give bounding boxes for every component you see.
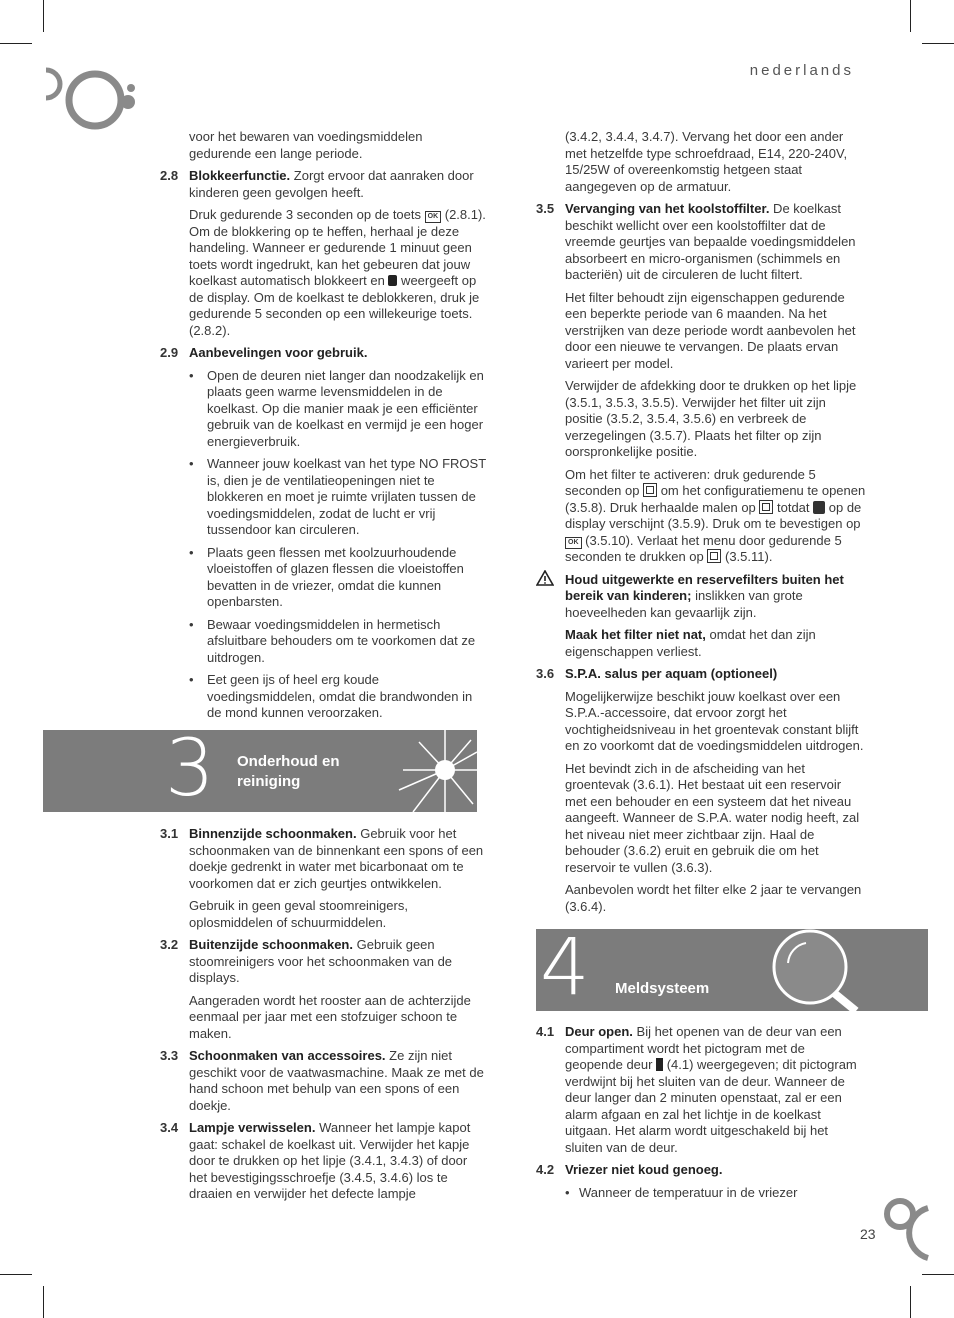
text-span: (3.5.10). Verlaat het menu door gedurende 5 seconden te drukken op — [565, 532, 842, 564]
warning-paragraph — [536, 572, 866, 622]
bullet-text: Open de deuren niet langer dan noodzakelijk en plaats geen warme levensmiddelen in de koelkast. Op die manier maak je een efficiënter gebruik van de koelkast en vermijd je een hoger energieverbruik. — [207, 367, 484, 449]
section-title: Binnenzijde schoonmaken. — [189, 826, 357, 841]
crop-mark — [910, 0, 911, 32]
text-span: Om het filter te activeren: druk gedurende 5 seconden op — [565, 466, 816, 498]
section-4-header — [536, 929, 928, 1011]
menu-key-icon — [707, 549, 721, 563]
paragraph: Verwijder de afdekking door te drukken op het lipje (3.5.1, 3.5.3, 3.5.5). Verwijder het filter uit zijn positie (3.5.2, 3.5.4, 3.5.6) en verbreek de verzegelingen (3.5.7). Plaats het filter op zijn oorspronkelijke positie. — [565, 378, 857, 459]
section-title: Buitenzijde schoonmaken. — [189, 937, 353, 952]
section-number: 3.6 — [536, 666, 555, 681]
section-number: 3.1 — [160, 826, 179, 841]
bold-text: Maak het filter niet nat, — [565, 627, 706, 642]
brand-logo-icon — [880, 1192, 940, 1264]
paragraph: Mogelijkerwijze beschikt jouw koelkast over een S.P.A.-accessoire, dat ervoor zorgt het vochtigheidsniveau in het groentevak constant blijft en zo voorkomt dat de voedingsmiddelen uitdrogen. — [565, 688, 864, 753]
continued-paragraph: (3.4.2, 3.4.4, 3.4.7). Vervang het door een ander met hetzelfde type schroefdraad, E14, 220-240V, 15/25W of overeenkomstig hetgeen staat aangegeven op de armatuur. — [565, 129, 848, 194]
section-number: 3.2 — [160, 937, 179, 952]
list-item: • Open de deuren niet langer dan noodzakelijk en plaats geen warme levensmiddelen in de koelkast. Op die manier maak je een efficiënter gebruik van de koelkast en vermijd je een hoger energieverbruik. — [160, 368, 486, 451]
section-title: Blokkeerfunctie. — [189, 168, 291, 183]
section-text: Ze zijn niet geschikt voor de vaatwasmachine. Maak ze met de hand schoon met behulp van een spons of een doekje. — [189, 1048, 484, 1113]
section-number: 3.3 — [160, 1048, 179, 1063]
section-title: Vervanging van het koolstoffilter. — [565, 201, 770, 216]
paragraph: Het bevindt zich in de afscheiding van het groentevak (3.6.1). Het bestaat uit een reservoir met een behouder en een systeem dat het niveau aangeeft. Wanneer de S.P.A. water nodig heeft, zal het niveau niet meer zichtbaar zijn. Haal de behouder (3.6.2) eruit en gebruik die om het reservoir te vullen (3.6.3). — [565, 760, 860, 875]
section-text: De koelkast beschikt wellicht over een koolstoffilter dat de vreemde geurtjes van bepaalde voedingsmiddelen absorbeert en micro-organismen (schimmels en bacteriën) uit de circuleren de lucht filtert. — [565, 201, 856, 282]
section-number: 2.8 — [160, 168, 179, 183]
right-column-bottom — [536, 1024, 866, 1207]
ok-key-icon: OK — [565, 537, 582, 549]
list-item: • Plaats geen flessen met koolzuurhoudende vloeistoffen of glazen flessen die vloeistoffen bevatten in de vriezer, omdat die kunnen openbarsten. — [160, 545, 486, 611]
section-title: Lampje verwisselen. — [189, 1120, 316, 1135]
text-span: (3.5.11). — [721, 549, 773, 564]
crop-mark — [0, 1274, 32, 1275]
section-title: Vriezer niet koud genoeg. — [565, 1162, 723, 1177]
text-span: weergeeft op de display. Om de koelkast te deblokkeren, druk je gedurende 5 seconden op een willekeurige toets. (2.8.2). — [189, 273, 480, 338]
text-span: (2.8.1). Om de blokkering op te heffen, herhaal je deze handeling. Wanneer er gedurende 1 minuut geen toets wordt ingedrukt, kan het gebeuren dat jouw koelkast automatisch blokkeert en — [189, 207, 486, 288]
list-item: • Bewaar voedingsmiddelen in hermetisch afsluitbare behouders om te voorkomen dat ze uitdrogen. — [160, 617, 486, 667]
magnifier-icon — [766, 929, 876, 1011]
paragraph — [536, 627, 866, 660]
crop-mark — [910, 1286, 911, 1318]
section-4-2 — [536, 1162, 866, 1179]
text-span: op de display verschijnt (3.5.9). Druk om te bevestigen op — [565, 499, 862, 531]
section-text: Zorgt ervoor dat aanraken door kinderen geen gevolgen heeft. — [189, 168, 474, 200]
menu-key-icon — [643, 483, 657, 497]
brand-logo-icon — [40, 64, 140, 136]
section-3-header — [43, 730, 477, 812]
paragraph: Het filter behoudt zijn eigenschappen gedurende een beperkte periode van 6 maanden. Na het verstrijken van deze periode wordt aanbevolen het door een nieuwe te vervangen. De plaats ervan varieert per model. — [565, 289, 856, 371]
crop-mark — [922, 43, 954, 44]
crop-mark — [43, 1286, 44, 1318]
intro-paragraph: voor het bewaren van voedingsmiddelen gedurende een lange periode. — [189, 129, 423, 161]
section-number: 3.5 — [536, 201, 555, 216]
section-number-large: 3 — [165, 730, 215, 812]
warning-triangle-icon — [536, 570, 554, 586]
section-3-1 — [160, 826, 486, 892]
bullet-text: Plaats geen flessen met koolzuurhoudende vloeistoffen of glazen flessen die vloeistoffen bevatten in de vriezer, omdat die kunnen openbarsten. — [207, 544, 464, 609]
text-span: Druk gedurende 3 seconden op de toets — [189, 207, 425, 222]
section-title: Deur open. — [565, 1024, 633, 1039]
section-number: 4.1 — [536, 1024, 555, 1039]
text-span: totdat — [773, 499, 814, 515]
paragraph: Gebruik in geen geval stoomreinigers, oplosmiddelen of schuurmiddelen. — [189, 898, 408, 930]
section-text: (4.1) weergegeven; dit pictogram verdwijnt bij het sluiten van de deur. Wanneer de deur langer dan 2 minuten openstaat, zal er een alarm afgaan en zal het lichtje in de koelkast uitgaan. Het alarm wordt uitgeschakeld bij het sluiten van de deur. — [565, 1057, 857, 1155]
page-number: 23 — [860, 1226, 876, 1242]
section-number: 4.2 — [536, 1162, 555, 1177]
lock-paragraph — [160, 207, 486, 339]
section-number-large: 4 — [540, 929, 590, 1011]
left-column-bottom — [160, 826, 486, 1209]
menu-key-icon — [759, 500, 773, 514]
section-3-6 — [536, 666, 866, 683]
section-2-9 — [160, 345, 486, 362]
activation-paragraph — [536, 467, 866, 566]
crop-mark — [43, 0, 44, 32]
section-text: Gebruik geen stoomreinigers voor het schoonmaken van de displays. — [189, 937, 453, 985]
warning-text: inslikken van grote hoeveelheden kan gevaarlijk zijn. — [565, 588, 803, 620]
filter-symbol-icon — [813, 501, 825, 514]
section-4-1 — [536, 1024, 866, 1156]
bullet-text: Eet geen ijs of heel erg koude voedingsmiddelen, omdat die brandwonden in de mond kunnen veroorzaken. — [207, 672, 473, 720]
section-3-2 — [160, 937, 486, 987]
bullet-text: Wanneer de temperatuur in de vriezer — [579, 1184, 798, 1200]
crop-mark — [0, 43, 32, 44]
section-3-4 — [160, 1120, 486, 1203]
section-2-8 — [160, 168, 486, 201]
ok-key-icon: OK — [425, 211, 442, 223]
section-title: Meldsysteem — [615, 980, 710, 997]
section-3-5 — [536, 201, 866, 284]
section-title: S.P.A. salus per aquam (optioneel) — [565, 666, 778, 681]
section-number: 2.9 — [160, 345, 179, 360]
paragraph: Aanbevolen wordt het filter elke 2 jaar te vervangen (3.6.4). — [565, 882, 862, 914]
section-title: Onderhoud en reiniging — [237, 753, 340, 790]
section-3-3 — [160, 1048, 486, 1114]
warning-title: Houd uitgewerkte en reservefilters buiten het bereik van kinderen; — [565, 571, 844, 603]
section-text: Wanneer het lampje kapot gaat: schakel de koelkast uit. Verwijder het kapje door te drukken op het lipje (3.4.1, 3.4.3) of door het bevestigingsschroefje (3.4.5, 3.4.6) los te draaien en verwijder het defecte lampje — [189, 1120, 471, 1201]
list-item: • Wanneer jouw koelkast van het type NO FROST is, dien je de ventilatieopeningen niet te blokkeren en moet je ruimte vrijlaten tussen de voedingsmiddelen, zodat de lucht er vrij tussendoor kan circuleren. — [189, 456, 486, 537]
bullet-text: Bewaar voedingsmiddelen in hermetisch afsluitbare behouders om te voorkomen dat ze uitdrogen. — [207, 616, 476, 665]
paragraph: Aangeraden wordt het rooster aan de achterzijde eenmaal per jaar met een stofzuiger schoon te maken. — [189, 992, 471, 1041]
sparkle-icon — [383, 730, 477, 812]
language-label: nederlands — [749, 62, 854, 79]
left-column-top — [160, 129, 486, 728]
text-span: om het configuratiemenu te openen (3.5.8). Druk herhaalde malen op — [565, 483, 866, 515]
section-title: Aanbevelingen voor gebruik. — [189, 345, 368, 360]
section-text: Gebruik voor het schoonmaken van de binnenkant een spons of een doekje gedrenkt in water met bicarbonaat om te voorkomen dat er zich geurtjes ontwikkelen. — [189, 826, 484, 891]
list-item: • Eet geen ijs of heel erg koude voedingsmiddelen, omdat die brandwonden in de mond kunnen veroorzaken. — [160, 672, 486, 722]
right-column-top — [536, 129, 866, 921]
section-title: Schoonmaken van accessoires. — [189, 1048, 386, 1063]
bullet-text: Wanneer jouw koelkast van het type NO FROST is, dien je de ventilatieopeningen niet te blokkeren en moet je ruimte vrijlaten tussen de voedingsmiddelen, zodat de lucht er vrij tussendoor kan circuleren. — [207, 456, 486, 537]
crop-mark — [922, 1274, 954, 1275]
list-item: • Wanneer de temperatuur in de vriezer — [536, 1185, 866, 1202]
text-span: omdat het dan zijn eigenschappen verliest. — [565, 627, 816, 659]
section-text: Bij het openen van de deur van een compartiment wordt het pictogram met de geopende deur — [565, 1024, 842, 1072]
section-number: 3.4 — [160, 1120, 179, 1135]
